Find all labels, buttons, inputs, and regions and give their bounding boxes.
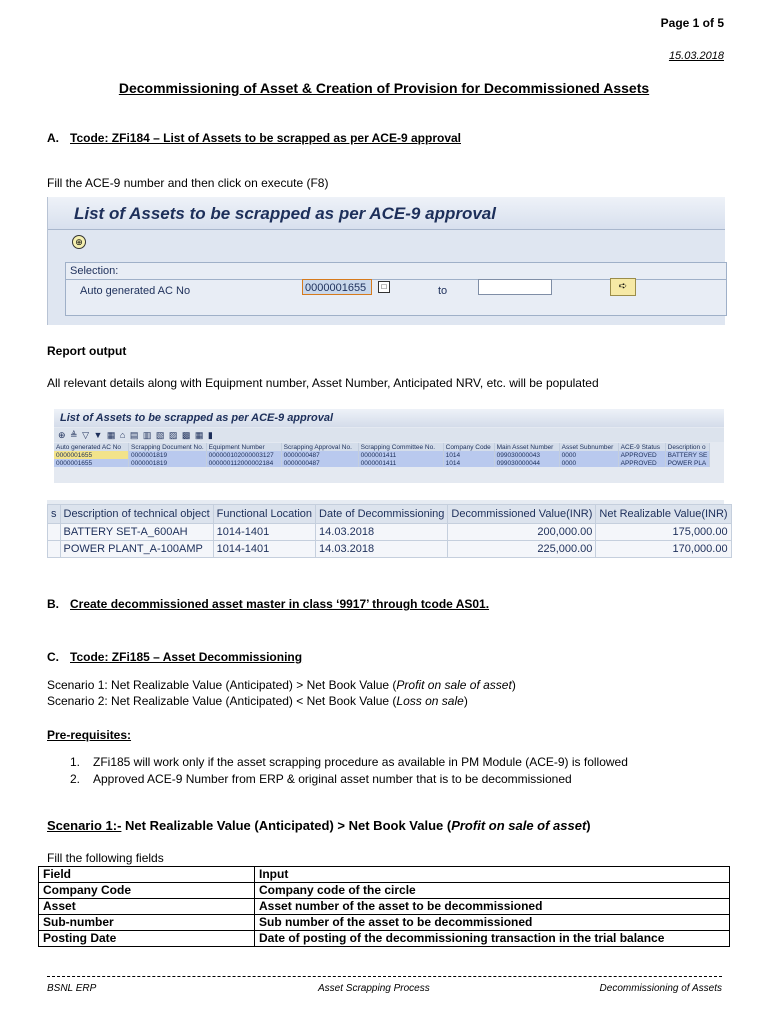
- grid-cell[interactable]: 1014: [443, 451, 494, 459]
- sap-report-screen: [54, 409, 724, 483]
- grid-header-cell[interactable]: Date of Decommissioning: [316, 505, 448, 524]
- grid-cell[interactable]: BATTERY SE: [665, 451, 710, 459]
- scenario-2-line: Scenario 2: Net Realizable Value (Anticipated) < Net Book Value (Loss on sale): [47, 694, 468, 708]
- table-row[interactable]: [54, 451, 710, 459]
- grid-cell[interactable]: 1014-1401: [213, 524, 315, 541]
- section-a-instruction: Fill the ACE-9 number and then click on execute (F8): [47, 176, 329, 190]
- ac-no-label: Auto generated AC No: [80, 285, 191, 297]
- grid-header-cell[interactable]: Asset Subnumber: [559, 443, 618, 451]
- multiple-selection-icon[interactable]: □: [378, 281, 390, 293]
- grid-header-cell[interactable]: s: [48, 505, 61, 524]
- ac-no-input[interactable]: 0000001655: [302, 279, 372, 295]
- grid-header-cell[interactable]: Description o: [665, 443, 710, 451]
- prerequisite-item-1: ZFi185 will work only if the asset scrapping procedure as available in PM Module (ACE-9) is followed: [93, 755, 628, 769]
- grid-cell[interactable]: POWER PLA: [665, 459, 710, 467]
- grid-header-cell[interactable]: Auto generated AC No: [54, 443, 129, 451]
- fields-table-header: [39, 867, 730, 883]
- grid-cell[interactable]: 000000102000003127: [206, 451, 281, 459]
- report-grid: [54, 443, 710, 467]
- page-number: Page 1 of 5: [660, 16, 724, 30]
- prerequisite-num-1: 1.: [70, 755, 81, 769]
- grid-header-cell[interactable]: Description of technical object: [60, 505, 213, 524]
- grid-cell[interactable]: [48, 541, 61, 558]
- grid-cell[interactable]: APPROVED: [618, 459, 665, 467]
- footer-left: BSNL ERP: [47, 983, 97, 994]
- grid-cell[interactable]: 0000001655: [54, 459, 129, 467]
- fields-intro: Fill the following fields: [47, 851, 164, 865]
- grid-cell[interactable]: 0000001655: [54, 451, 129, 459]
- grid-cell[interactable]: 200,000.00: [448, 524, 596, 541]
- footer-right: Decommissioning of Assets: [599, 983, 722, 994]
- selection-label: Selection:: [70, 265, 119, 277]
- grid-cell[interactable]: 1014: [443, 459, 494, 467]
- report-output-description: All relevant details along with Equipment number, Asset Number, Anticipated NRV, etc. will be populated: [47, 376, 599, 390]
- grid-cell[interactable]: 0000: [559, 451, 618, 459]
- footer-center: Asset Scrapping Process: [318, 983, 430, 994]
- field-name: Asset: [39, 899, 255, 915]
- table-row[interactable]: [54, 459, 710, 467]
- grid-cell[interactable]: APPROVED: [618, 451, 665, 459]
- field-input: Sub number of the asset to be decommissioned: [255, 915, 730, 931]
- ac-no-to-input[interactable]: [478, 279, 552, 295]
- grid-cell[interactable]: 225,000.00: [448, 541, 596, 558]
- selection-box: [65, 262, 727, 316]
- grid-cell[interactable]: 0000: [559, 459, 618, 467]
- arrow-right-icon[interactable]: ➪: [610, 278, 636, 296]
- report-grid-header: [48, 505, 732, 524]
- report-output-heading: Report output: [47, 344, 127, 358]
- grid-header-cell[interactable]: Scrapping Committee No.: [358, 443, 443, 451]
- grid-cell[interactable]: 0000001819: [129, 459, 207, 467]
- report-grid-continued: [47, 504, 732, 558]
- field-name: Posting Date: [39, 931, 255, 947]
- grid-cell[interactable]: POWER PLANT_A-100AMP: [60, 541, 213, 558]
- grid-cell[interactable]: 14.03.2018: [316, 541, 448, 558]
- grid-cell[interactable]: 14.03.2018: [316, 524, 448, 541]
- table-row[interactable]: [48, 524, 732, 541]
- grid-cell[interactable]: 099030000043: [494, 451, 559, 459]
- field-input: Company code of the circle: [255, 883, 730, 899]
- grid-cell[interactable]: 0000001411: [358, 451, 443, 459]
- field-name: Sub-number: [39, 915, 255, 931]
- report-toolbar[interactable]: ⊕ ≜ ▽ ▼ ▦ ⌂ ▤ ▥ ▧ ▨ ▩ ▦ ▮: [54, 428, 724, 442]
- field-input: Date of posting of the decommissioning transaction in the trial balance: [255, 931, 730, 947]
- sap-screen-title-bar: [48, 197, 725, 230]
- section-b-heading: Create decommissioned asset master in class ‘9917’ through tcode AS01.: [70, 597, 490, 611]
- report-grid-header: [54, 443, 710, 451]
- scenario-1-heading: Scenario 1:- Net Realizable Value (Anticipated) > Net Book Value (Profit on sale of asset): [47, 818, 591, 833]
- sap-screen-title: List of Assets to be scrapped as per ACE-9 approval: [74, 204, 496, 223]
- table-row: [39, 931, 730, 947]
- grid-cell[interactable]: BATTERY SET-A_600AH: [60, 524, 213, 541]
- table-row[interactable]: [48, 541, 732, 558]
- fields-table: [38, 866, 730, 947]
- sap-selection-screen: [47, 197, 725, 325]
- table-row: [39, 915, 730, 931]
- report-title-bar: [54, 409, 724, 427]
- table-row: [39, 899, 730, 915]
- section-b-number: B.: [47, 597, 59, 611]
- footer-divider: [47, 976, 722, 977]
- field-name: Company Code: [39, 883, 255, 899]
- grid-cell[interactable]: 0000001411: [358, 459, 443, 467]
- section-a-heading: Tcode: ZFi184 – List of Assets to be scrapped as per ACE-9 approval: [70, 131, 461, 145]
- grid-cell[interactable]: 0000001819: [129, 451, 207, 459]
- field-input: Asset number of the asset to be decommissioned: [255, 899, 730, 915]
- execute-icon[interactable]: ⊕: [72, 235, 86, 249]
- grid-header-cell[interactable]: Scrapping Document No.: [129, 443, 207, 451]
- grid-header-cell[interactable]: Company Code: [443, 443, 494, 451]
- sap-report-screen-continued: [47, 500, 728, 555]
- to-label: to: [438, 285, 448, 297]
- grid-header-cell[interactable]: ACE-9 Status: [618, 443, 665, 451]
- table-row: [39, 883, 730, 899]
- grid-header-cell[interactable]: Decommissioned Value(INR): [448, 505, 596, 524]
- document-date: 15.03.2018: [668, 50, 724, 62]
- grid-cell[interactable]: 099030000044: [494, 459, 559, 467]
- section-c-number: C.: [47, 650, 59, 664]
- grid-cell[interactable]: 0000000487: [281, 451, 358, 459]
- report-title: List of Assets to be scrapped as per ACE-9 approval: [60, 412, 334, 424]
- grid-cell[interactable]: 1014-1401: [213, 541, 315, 558]
- grid-cell[interactable]: 175,000.00: [596, 524, 731, 541]
- grid-header-cell[interactable]: Scrapping Approval No.: [281, 443, 358, 451]
- field-header: Field: [39, 867, 255, 883]
- grid-cell[interactable]: [48, 524, 61, 541]
- grid-cell[interactable]: 0000000487: [281, 459, 358, 467]
- grid-header-cell[interactable]: Main Asset Number: [494, 443, 559, 451]
- prerequisites-heading: Pre-requisites:: [47, 728, 132, 742]
- document-title: Decommissioning of Asset & Creation of Provision for Decommissioned Assets: [118, 80, 650, 96]
- grid-cell[interactable]: 000000112000002184: [206, 459, 281, 467]
- input-header: Input: [255, 867, 730, 883]
- grid-header-cell[interactable]: Net Realizable Value(INR): [596, 505, 731, 524]
- prerequisite-item-2: Approved ACE-9 Number from ERP & original asset number that is to be decommissioned: [93, 772, 572, 786]
- scenario-1-line: Scenario 1: Net Realizable Value (Anticipated) > Net Book Value (Profit on sale of asset): [47, 678, 516, 692]
- section-a-number: A.: [47, 131, 59, 145]
- grid-header-cell[interactable]: Functional Location: [213, 505, 315, 524]
- grid-cell[interactable]: 170,000.00: [596, 541, 731, 558]
- section-c-heading: Tcode: ZFi185 – Asset Decommissioning: [70, 650, 303, 664]
- prerequisite-num-2: 2.: [70, 772, 81, 786]
- grid-header-cell[interactable]: Equipment Number: [206, 443, 281, 451]
